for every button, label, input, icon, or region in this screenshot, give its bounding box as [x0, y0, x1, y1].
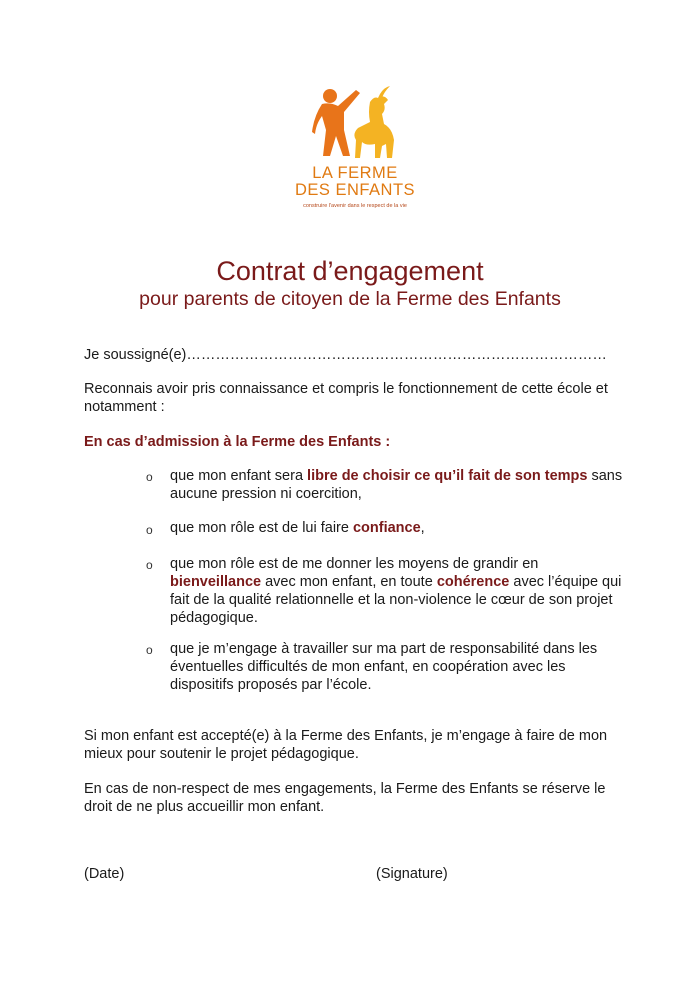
logo-tagline: construire l'avenir dans le respect de la vie	[303, 203, 407, 209]
bullet-item-free-time	[170, 467, 630, 503]
bullet-marker: o	[146, 643, 153, 657]
bullet-item-trust	[170, 519, 630, 537]
signature-label: (Signature)	[376, 866, 448, 882]
signed-line: Je soussigné(e)……………………………………………………………………………	[84, 347, 607, 363]
bullet-emphasis: confiance	[352, 520, 421, 536]
bullet-text: avec mon enfant, en toute	[261, 574, 437, 590]
bullet-text: avec l’équipe qui fait de la qualité relationnelle et la non-violence le cœur de son projet pédagogique.	[170, 574, 622, 626]
document-title: Contrat d’engagement	[216, 256, 484, 286]
acceptance-paragraph: Si mon enfant est accepté(e) à la Ferme des Enfants, je m’engage à faire de mon mieux pour soutenir le projet pédagogique.	[84, 728, 608, 762]
bullet-emphasis: bienveillance	[170, 574, 262, 590]
admission-heading: En cas d’admission à la Ferme des Enfants :	[84, 434, 391, 450]
bullet-text: que mon enfant sera	[170, 468, 308, 484]
bullet-item-benevolence	[170, 555, 630, 627]
bullet-marker: o	[146, 523, 153, 537]
bullet-text: ,	[420, 520, 425, 536]
bullet-item-responsibility: que je m’engage à travailler sur ma part de responsabilité dans les éventuelles difficultés de mon enfant, en coopération avec les dispositifs proposés par l’école.	[170, 641, 598, 693]
bullet-text: sans aucune pression ni coercition,	[170, 468, 623, 502]
bullet-emphasis: cohérence	[436, 574, 510, 590]
bullet-text: que mon rôle est de me donner les moyens de grandir en	[170, 556, 539, 572]
document-subtitle: pour parents de citoyen de la Ferme des Enfants	[139, 288, 561, 310]
child-and-goat-logo-icon	[312, 84, 398, 160]
bullet-marker: o	[146, 470, 153, 484]
logo-text-line2: DES ENFANTS	[294, 181, 416, 199]
acknowledgement-paragraph: Reconnais avoir pris connaissance et compris le fonctionnement de cette école et notamment :	[84, 381, 608, 415]
bullet-emphasis: libre de choisir ce qu’il fait de son temps	[307, 468, 588, 484]
bullet-marker: o	[146, 558, 153, 572]
logo	[290, 84, 420, 219]
non-respect-paragraph: En cas de non-respect de mes engagements, la Ferme des Enfants se réserve le droit de ne plus accueillir mon enfant.	[84, 781, 606, 815]
logo-text-line1: LA FERME	[312, 164, 398, 182]
bullet-text: que mon rôle est de lui faire	[170, 520, 353, 536]
date-label: (Date)	[84, 866, 125, 882]
